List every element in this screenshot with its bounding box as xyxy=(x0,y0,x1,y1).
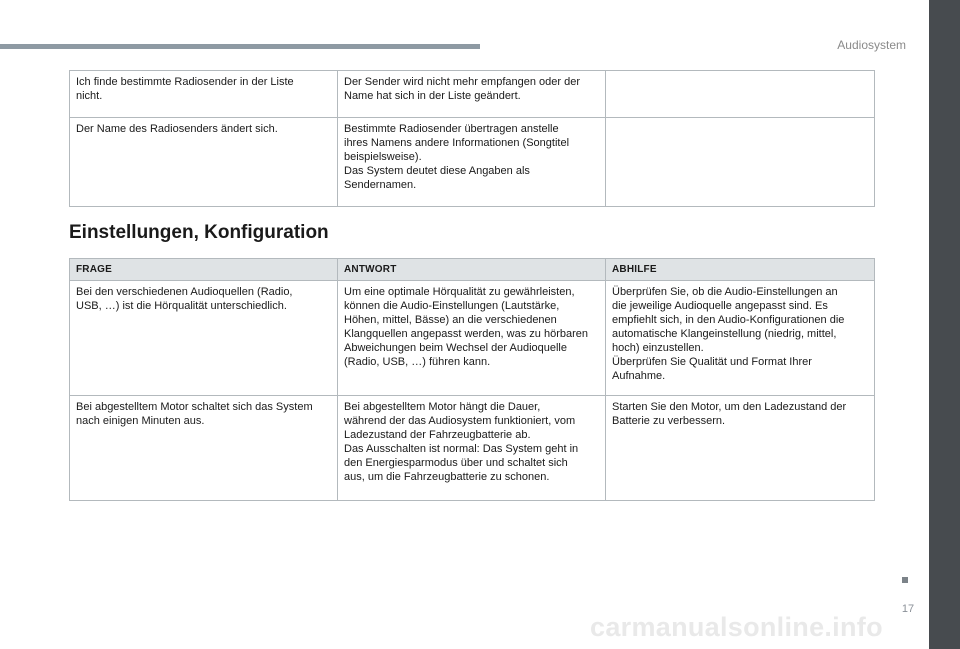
column-header-solution: ABHILFE xyxy=(606,259,875,281)
solution-cell: Starten Sie den Motor, um den Ladezustand der Batterie zu verbessern. xyxy=(606,396,875,501)
troubleshooting-table-radio xyxy=(69,70,875,207)
solution-cell: Überprüfen Sie, ob die Audio-Einstellungen an die jeweilige Audioquelle angepasst sind. Es empfiehlt sich, in den Audio-Konfigurationen die automatische Klangeinstellung (niedrig, mittel, hoch) einzustellen. Überprüfen Sie Qualität und Format Ihrer Aufnahme. xyxy=(606,281,875,396)
question-cell: Der Name des Radiosenders ändert sich. xyxy=(70,118,338,207)
watermark: carmanualsonline.info xyxy=(590,612,883,642)
column-header-answer: ANTWORT xyxy=(338,259,606,281)
solution-cell xyxy=(606,118,875,207)
section-title: Audiosystem xyxy=(837,38,906,52)
troubleshooting-table-settings xyxy=(69,258,875,501)
answer-cell: Bestimmte Radiosender übertragen anstelle ihres Namens andere Informationen (Songtitel beispielsweise). Das System deutet diese Angaben als Sendernamen. xyxy=(338,118,606,207)
question-cell: Ich finde bestimmte Radiosender in der Liste nicht. xyxy=(70,71,338,118)
answer-cell: Der Sender wird nicht mehr empfangen oder der Name hat sich in der Liste geändert. xyxy=(338,71,606,118)
solution-cell xyxy=(606,71,875,118)
table-row xyxy=(70,281,875,396)
table-row xyxy=(70,71,875,118)
page-number: 17 xyxy=(901,603,915,615)
answer-cell: Um eine optimale Hörqualität zu gewährleisten, können die Audio-Einstellungen (Lautstärke, Höhen, mittel, Bässe) an die verschiedenen Klangquellen angepasst werden, was zu hörbaren Abweichungen beim Wechsel der Audioquelle (Radio, USB, …) führen kann. xyxy=(338,281,606,396)
table-header-row xyxy=(70,259,875,281)
section-heading: Einstellungen, Konfiguration xyxy=(69,222,329,243)
question-cell: Bei abgestelltem Motor schaltet sich das System nach einigen Minuten aus. xyxy=(70,396,338,501)
table-row xyxy=(70,118,875,207)
column-header-question: FRAGE xyxy=(70,259,338,281)
table-row xyxy=(70,396,875,501)
answer-cell: Bei abgestelltem Motor hängt die Dauer, während der das Audiosystem funktioniert, vom Ladezustand der Fahrzeugbatterie ab. Das Ausschalten ist normal: Das System geht in den Energiesparmodus über und schaltet sich aus, um die Fahrzeugbatterie zu schonen. xyxy=(338,396,606,501)
header-bar xyxy=(0,44,480,49)
right-edge-strip xyxy=(929,0,960,649)
page-marker-square xyxy=(902,577,908,583)
question-cell: Bei den verschiedenen Audioquellen (Radio, USB, …) ist die Hörqualität unterschiedlich. xyxy=(70,281,338,396)
